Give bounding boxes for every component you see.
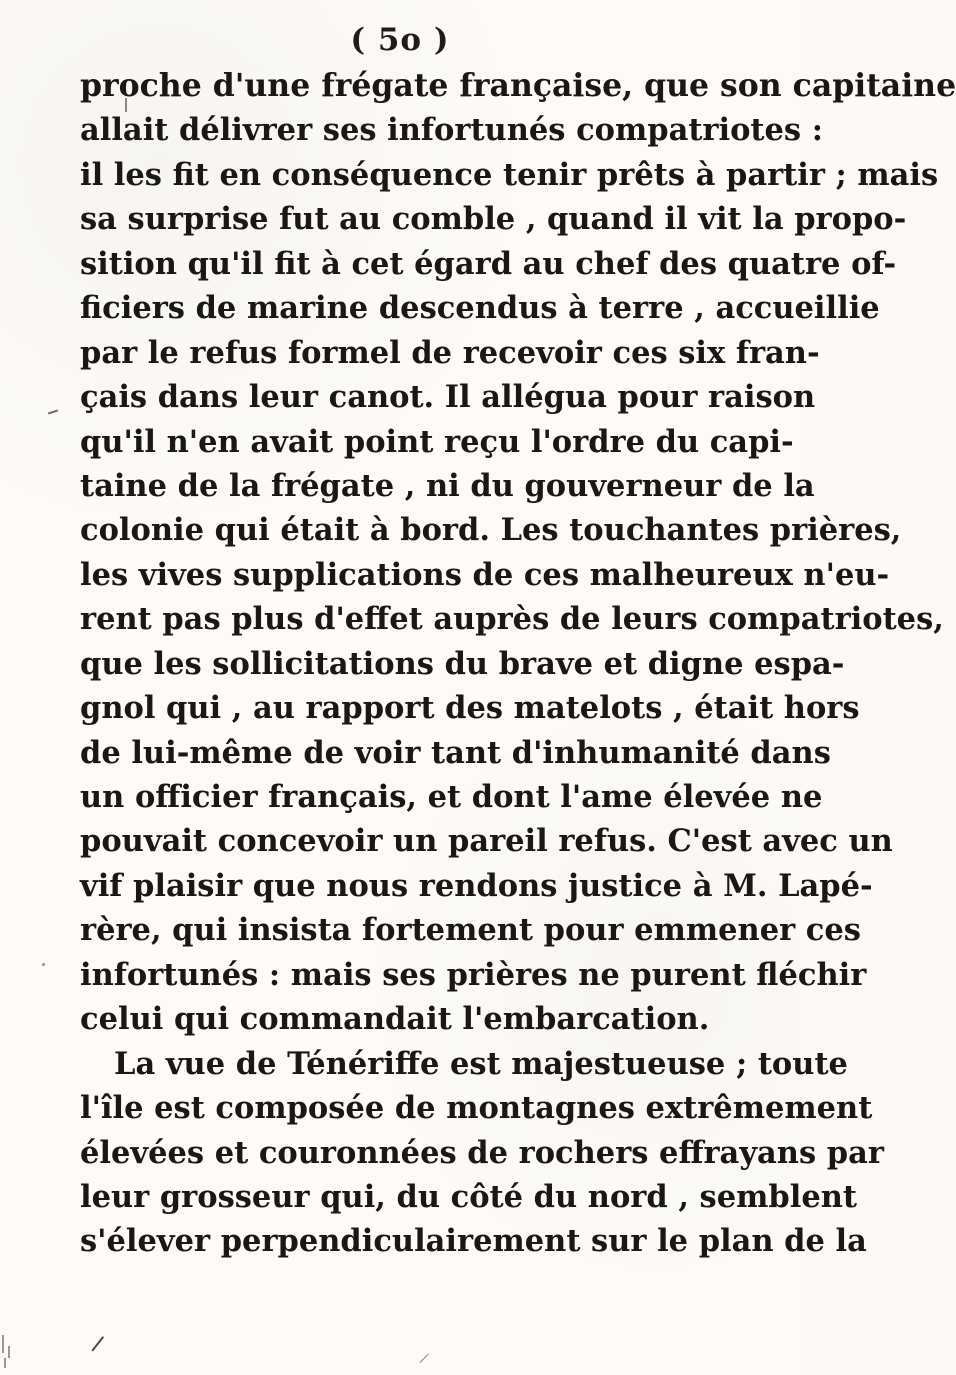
- text-line: par le refus formel de recevoir ces six fran-: [80, 334, 820, 371]
- text-line: allait délivrer ses infortunés compatriotes :: [80, 112, 823, 149]
- left-edge-mark: [4, 1358, 6, 1368]
- text-line: l'île est composée de montagnes extrêmement: [80, 1090, 873, 1127]
- bottom-mark: [91, 1336, 103, 1351]
- left-edge-mark: [8, 1346, 10, 1358]
- text-line: taine de la frégate , ni du gouverneur de la: [80, 467, 815, 504]
- text-line: de lui-même de voir tant d'inhumanité dans: [80, 734, 831, 771]
- margin-mark: [48, 410, 58, 415]
- page-number: ( 5o ): [350, 22, 450, 58]
- text-line: pouvait concevoir un pareil refus. C'est avec un: [80, 823, 893, 860]
- bottom-mark-secondary: [420, 1354, 429, 1363]
- text-line: ficiers de marine descendus à terre , accueillie: [80, 290, 880, 327]
- text-line: que les sollicitations du brave et digne espa-: [80, 645, 845, 682]
- text-line: gnol qui , au rapport des matelots , était hors: [80, 690, 860, 727]
- text-line: celui qui commandait l'embarcation.: [80, 1001, 710, 1038]
- text-line: les vives supplications de ces malheureux n'eu-: [80, 556, 890, 593]
- page-text: [80, 64, 956, 1264]
- text-line: çais dans leur canot. Il allégua pour raison: [80, 379, 816, 416]
- text-line: sition qu'il fit à cet égard au chef des quatre of-: [80, 245, 897, 282]
- text-line: proche d'une frégate française, que son capitaine: [80, 67, 956, 104]
- text-line: colonie qui était à bord. Les touchantes prières,: [80, 512, 902, 549]
- text-line: rère, qui insista fortement pour emmener ces: [80, 912, 861, 949]
- text-line: infortunés : mais ses prières ne purent fléchir: [80, 956, 867, 993]
- text-line: qu'il n'en avait point reçu l'ordre du capi-: [80, 423, 794, 460]
- text-line: leur grosseur qui, du côté du nord , semblent: [80, 1178, 857, 1215]
- text-line: rent pas plus d'effet auprès de leurs compatriotes,: [80, 601, 944, 638]
- text-line: s'élever perpendiculairement sur le plan de la: [80, 1223, 867, 1260]
- text-line: La vue de Ténériffe est majestueuse ; toute: [114, 1045, 848, 1082]
- ink-speck: [42, 963, 45, 966]
- text-line: vif plaisir que nous rendons justice à M. Lapé-: [80, 867, 873, 904]
- text-line: il les fit en conséquence tenir prêts à partir ; mais: [80, 156, 939, 193]
- left-edge-mark: [2, 1335, 4, 1353]
- text-line: élevées et couronnées de rochers effrayans par: [80, 1134, 884, 1171]
- text-line: un officier français, et dont l'ame élevée ne: [80, 779, 823, 815]
- text-line: sa surprise fut au comble , quand il vit la propo-: [80, 201, 907, 238]
